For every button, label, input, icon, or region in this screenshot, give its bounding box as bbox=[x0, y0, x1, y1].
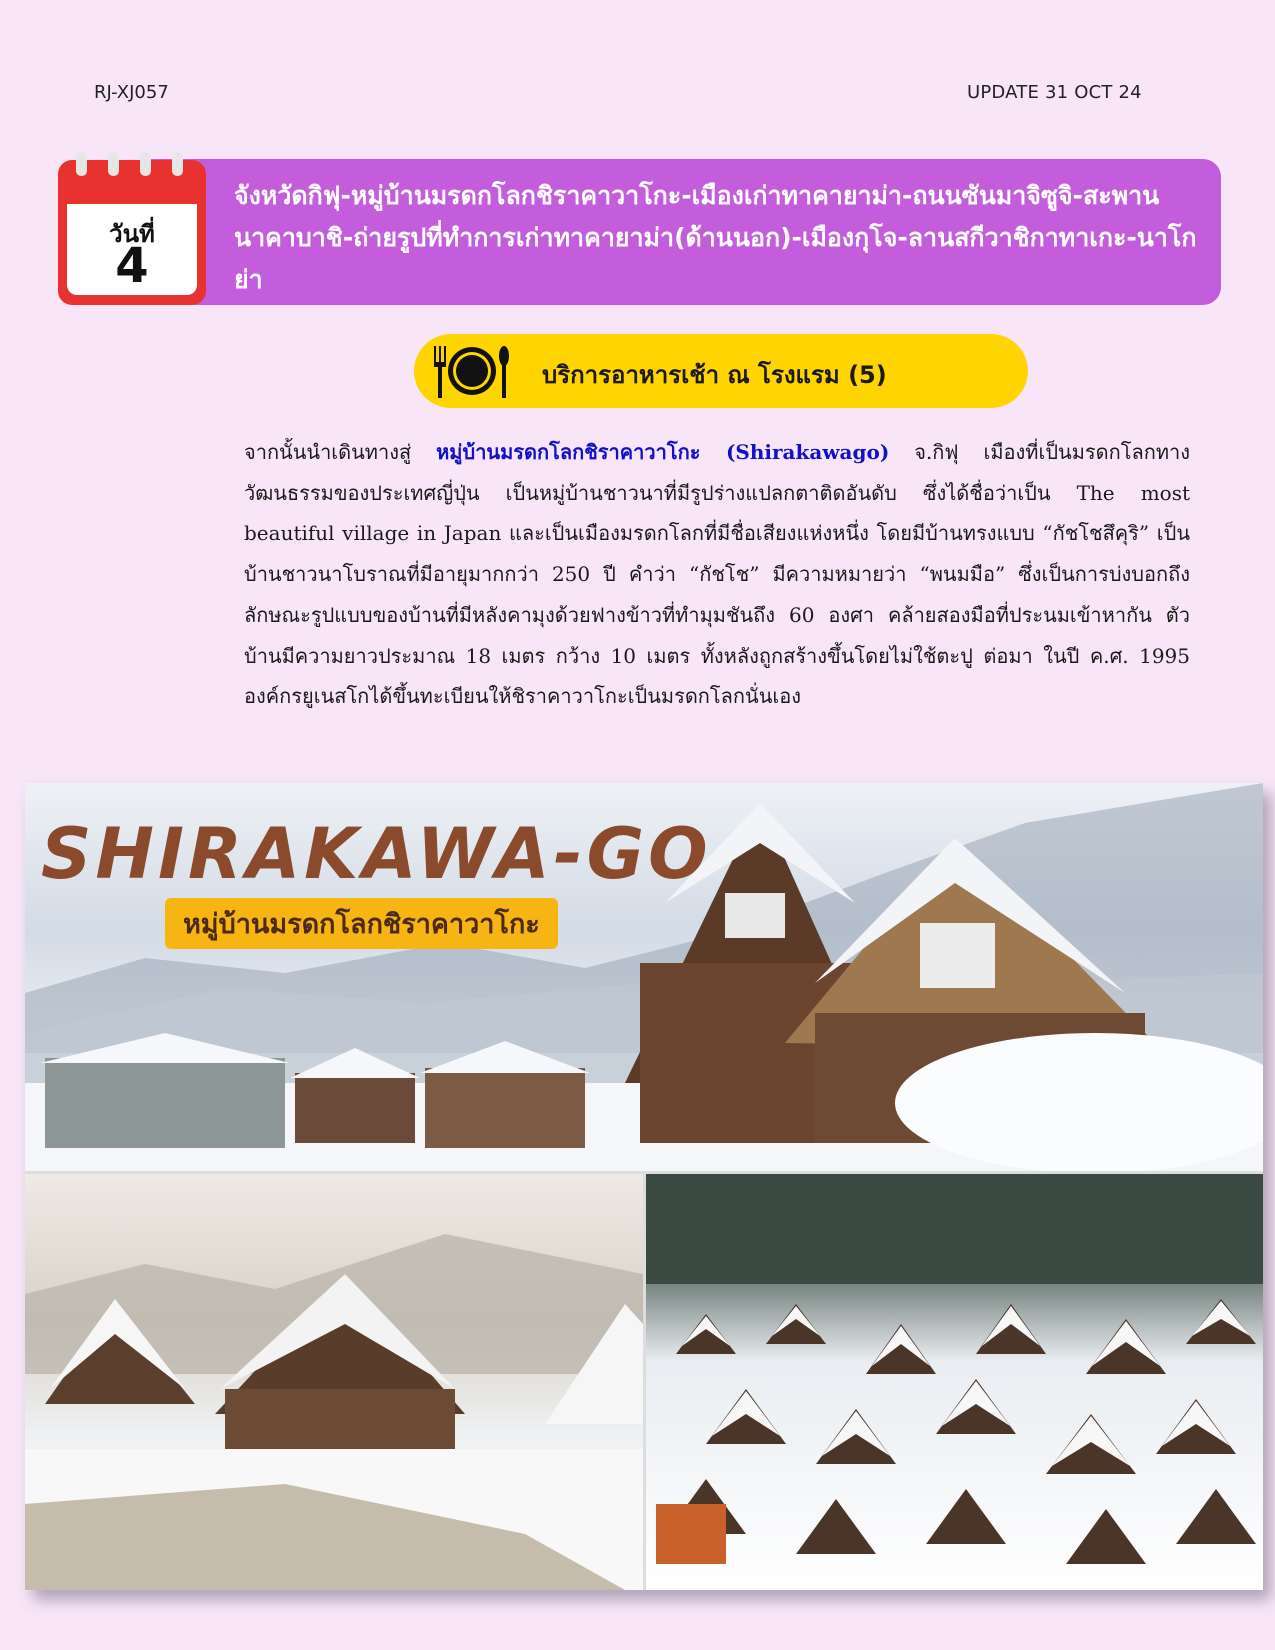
village-illustration bbox=[646, 1174, 1263, 1590]
tour-code: RJ-XJ057 bbox=[94, 82, 169, 103]
calendar-ring bbox=[108, 152, 119, 176]
photo-collage bbox=[25, 783, 1263, 1590]
calendar-ring bbox=[76, 152, 87, 176]
village-sunset-photo bbox=[25, 1174, 643, 1590]
banner-subtitle: หมู่บ้านมรดกโลกชิราคาวาโกะ bbox=[165, 898, 558, 949]
paragraph-body: จ.กิฟุ เมืองที่เป็นมรดกโลกทางวัฒนธรรมของประเทศญี่ปุ่น เป็นหมู่บ้านชาวนาที่มีรูปร่างแปลกตาติดอันดับ ซึ่งได้ชื่อว่าเป็น The most beautiful village in Japan และเป็นเมืองมรดกโลกที่มีชื่อเสียงแห่งหนึ่ง โดยมีบ้านทรงแบบ “กัชโชสึคุริ” เป็นบ้านชาวนาโบราณที่มีอายุมากกว่า 250 ปี คำว่า “กัชโช” มีความหมายว่า “พนมมือ” ซึ่งเป็นการบ่งบอกถึงลักษณะรูปแบบของบ้านที่มีหลังคามุงด้วยฟางข้าวที่ทำมุมชันถึง 60 องศา คล้ายสองมือที่ประนมเข้าหากัน ตัวบ้านมีความยาวประมาณ 18 เมตร กว้าง 10 เมตร ทั้งหลังถูกสร้างขึ้นโดยไม่ใช้ตะปู ต่อมา ในปี ค.ศ. 1995 องค์กรยูเนสโกได้ขึ้นทะเบียนให้ชิราคาวาโกะเป็นมรดกโลกนั่นเอง bbox=[244, 440, 1190, 709]
highlight-village-name: หมู่บ้านมรดกโลกชิราคาวาโกะ (Shirakawago) bbox=[436, 440, 890, 464]
day-itinerary-title: จังหวัดกิฟุ-หมู่บ้านมรดกโลกชิราคาวาโกะ-เมืองเก่าทาคายาม่า-ถนนซันมาจิซูจิ-สะพานนาคาบาชิ-ถ่ายรูปที่ทำการเก่าทาคายาม่า(ด้านนอก)-เมืองกุโจ-ลานสกีวาชิกาทาเกะ-นาโกย่า bbox=[234, 181, 1197, 294]
day-label: วันที่ bbox=[109, 220, 155, 248]
village-illustration bbox=[25, 1174, 643, 1590]
description-paragraph bbox=[244, 432, 1190, 717]
calendar-ring bbox=[140, 152, 151, 176]
meal-badge bbox=[414, 334, 1028, 408]
update-date: UPDATE 31 OCT 24 bbox=[967, 82, 1142, 103]
meal-text: บริการอาหารเช้า ณ โรงแรม (5) bbox=[542, 361, 887, 389]
calendar-ring bbox=[172, 152, 183, 176]
banner-title: SHIRAKAWA-GO bbox=[41, 813, 712, 895]
calendar-page bbox=[67, 204, 197, 295]
shirakawago-banner-photo bbox=[25, 783, 1263, 1171]
paragraph-intro: จากนั้นนำเดินทางสู่ bbox=[244, 440, 437, 464]
plate-fork-spoon-icon bbox=[430, 342, 510, 400]
village-aerial-photo bbox=[646, 1174, 1263, 1590]
day-number: 4 bbox=[115, 238, 149, 294]
calendar-icon bbox=[58, 160, 206, 305]
